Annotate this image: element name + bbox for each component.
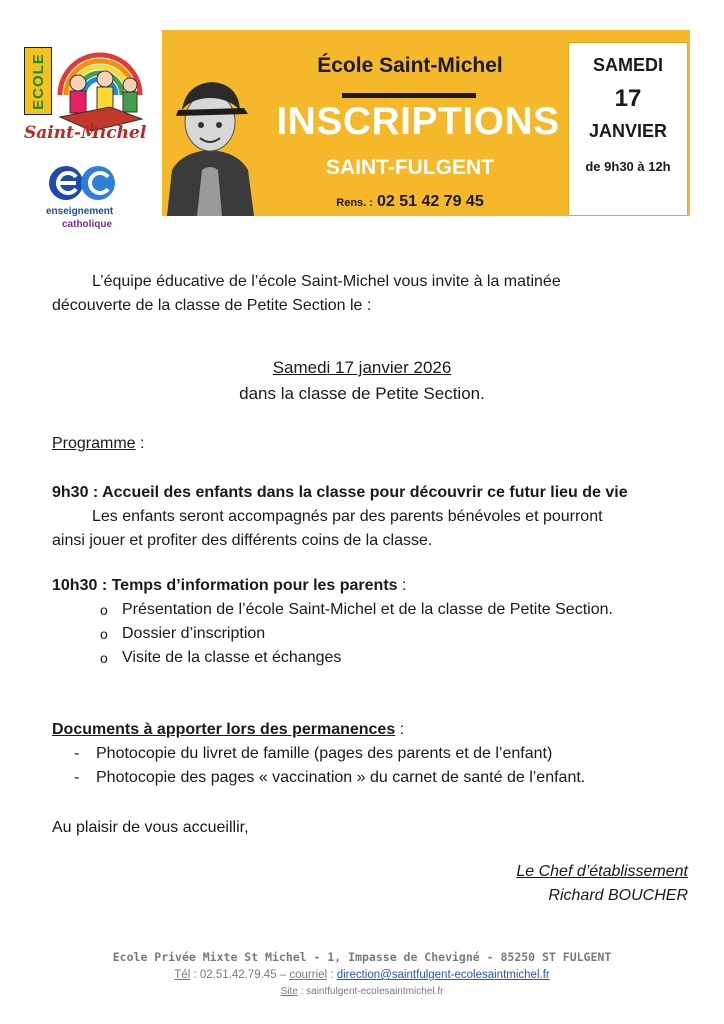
signature-role [516, 860, 688, 884]
footer-mail-sep: : [327, 969, 337, 981]
banner-date-day: SAMEDI [592, 55, 663, 75]
list-item: o Dossier d’inscription [100, 622, 613, 646]
banner-date-hours: de 9h30 à 12h [585, 159, 671, 174]
signature-name: Richard BOUCHER [548, 887, 688, 904]
banner-title: INSCRIPTIONS [276, 100, 560, 143]
programme-item-1 [52, 481, 702, 553]
ec-catholique-text: catholique [62, 219, 113, 230]
banner-date-number: 17 [614, 85, 642, 112]
programme-heading-text: Programme [52, 435, 136, 452]
ec-logo-icon [48, 163, 120, 203]
signature-role-text: Le Chef d’établissement [516, 863, 688, 880]
event-date-text: Samedi 17 janvier 2026 [272, 358, 452, 377]
documents-heading [52, 718, 404, 742]
footer-site [0, 986, 724, 997]
banner-phone-line [262, 193, 558, 211]
ec-enseignement-text: enseignement [46, 206, 114, 217]
programme-heading [52, 432, 144, 456]
rainbow-children-icon [50, 35, 150, 135]
intro-line-2: découverte de la classe de Petite Section le : [52, 297, 372, 314]
banner-date-month: JANVIER [588, 121, 668, 141]
footer-address: Ecole Privée Mixte St Michel - 1, Impasse de Chevigné - 85250 ST FULGENT [112, 950, 612, 964]
event-place: dans la classe de Petite Section. [239, 384, 485, 403]
footer-mail-label: courriel [289, 969, 328, 981]
school-logo [10, 35, 150, 235]
documents-heading-colon: : [395, 721, 405, 738]
logo-ecole-text: ECOLE [29, 52, 47, 110]
programme-item-1-title: 9h30 : Accueil des enfants dans la classe pour découvrir ce futur lieu de vie [52, 484, 628, 501]
banner-school-name: École Saint-Michel [317, 54, 503, 77]
footer-tel-label: Tél [174, 969, 191, 981]
footer-email-link[interactable]: direction@saintfulgent-ecolesaintmichel.fr [336, 969, 550, 981]
footer-tel: : 02.51.42.79.45 – [190, 969, 290, 981]
banner-rens-label: Rens. : [336, 197, 373, 209]
footer-contact [0, 969, 724, 981]
programme-item-2-title-text: 10h30 : Temps d’information pour les parents [52, 577, 398, 594]
banner-date-box [568, 42, 688, 216]
banner-divider [342, 93, 476, 98]
logo-ecole-badge [24, 47, 52, 115]
logo-saint-michel-text: Saint-Michel [24, 123, 147, 143]
programme-item-1-line-2: ainsi jouer et profiter des différents coins de la classe. [52, 532, 433, 549]
programme-bullet-list [100, 598, 613, 670]
list-item: - Photocopie du livret de famille (pages des parents et de l’enfant) [72, 742, 585, 766]
closing-line: Au plaisir de vous accueillir, [52, 819, 249, 836]
event-date [0, 356, 724, 380]
programme-item-1-line-1: Les enfants seront accompagnés par des parents bénévoles et pourront [92, 508, 603, 525]
programme-item-2-title [52, 574, 406, 598]
list-item: - Photocopie des pages « vaccination » du carnet de santé de l’enfant. [72, 766, 585, 790]
list-item: o Présentation de l’école Saint-Michel et de la classe de Petite Section. [100, 598, 613, 622]
documents-heading-text: Documents à apporter lors des permanences [52, 721, 396, 738]
documents-list [72, 742, 585, 790]
intro-line-1: L’équipe éducative de l’école Saint-Michel vous invite à la matinée [92, 273, 561, 290]
list-item: o Visite de la classe et échanges [100, 646, 613, 670]
banner-phone: 02 51 42 79 45 [376, 193, 484, 210]
footer-site-label: Site [280, 986, 298, 997]
inscriptions-banner [162, 30, 690, 216]
programme-heading-colon: : [135, 435, 145, 452]
footer-site-url[interactable]: : saintfulgent-ecolesaintmichel.fr [297, 986, 444, 997]
intro-paragraph [52, 270, 692, 318]
banner-city: SAINT-FULGENT [326, 156, 494, 179]
programme-item-2-colon: : [397, 577, 407, 594]
